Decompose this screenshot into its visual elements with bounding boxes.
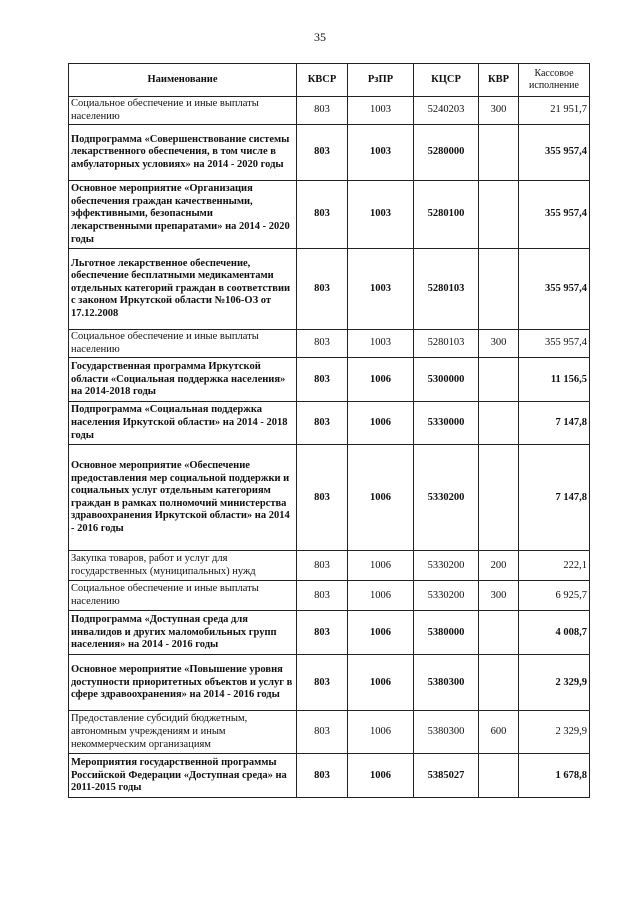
cell-kvr: 300 <box>479 581 519 611</box>
cell-rzpr: 1006 <box>348 402 414 445</box>
cell-kcsr: 5380300 <box>414 711 479 754</box>
cell-rzpr: 1006 <box>348 581 414 611</box>
cell-kvr <box>479 655 519 711</box>
cell-total: 222,1 <box>519 551 590 581</box>
cell-kvsr: 803 <box>297 181 348 249</box>
cell-rzpr: 1006 <box>348 655 414 711</box>
cell-kvr <box>479 125 519 181</box>
header-kvr: КВР <box>479 64 519 97</box>
header-kvsr: КВСР <box>297 64 348 97</box>
cell-kvsr: 803 <box>297 358 348 402</box>
table-row <box>69 249 590 330</box>
cell-kvsr: 803 <box>297 330 348 358</box>
cell-kvr <box>479 611 519 655</box>
cell-total: 2 329,9 <box>519 711 590 754</box>
header-kcsr: КЦСР <box>414 64 479 97</box>
table-row <box>69 581 590 611</box>
cell-rzpr: 1003 <box>348 249 414 330</box>
cell-kcsr: 5280100 <box>414 181 479 249</box>
cell-kvr <box>479 358 519 402</box>
cell-name: Социальное обеспечение и иные выплаты населению <box>69 97 297 125</box>
table-row <box>69 181 590 249</box>
cell-rzpr: 1003 <box>348 330 414 358</box>
cell-kcsr: 5300000 <box>414 358 479 402</box>
cell-kcsr: 5380000 <box>414 611 479 655</box>
cell-kvsr: 803 <box>297 551 348 581</box>
cell-kvr: 300 <box>479 330 519 358</box>
cell-name: Основное мероприятие «Организация обеспечения граждан качественными, эффективными, безопасными лекарственными препаратами» на 2014 - 2020 годы <box>69 181 297 249</box>
cell-total: 355 957,4 <box>519 249 590 330</box>
cell-kvsr: 803 <box>297 655 348 711</box>
budget-execution-table <box>68 63 590 798</box>
cell-rzpr: 1006 <box>348 754 414 798</box>
cell-kvsr: 803 <box>297 711 348 754</box>
table-row <box>69 125 590 181</box>
cell-total: 4 008,7 <box>519 611 590 655</box>
cell-kcsr: 5240203 <box>414 97 479 125</box>
cell-total: 7 147,8 <box>519 402 590 445</box>
cell-name: Подпрограмма «Социальная поддержка населения Иркутской области» на 2014 - 2018 годы <box>69 402 297 445</box>
table-row <box>69 330 590 358</box>
cell-kvsr: 803 <box>297 125 348 181</box>
cell-kvsr: 803 <box>297 611 348 655</box>
cell-total: 21 951,7 <box>519 97 590 125</box>
cell-name: Основное мероприятие «Обеспечение предоставления мер социальной поддержки и социальных услуг отдельным категориям граждан в рамках полномочий министерства здравоохранения Иркутской области» на 2014 - 2016 годы <box>69 445 297 551</box>
cell-kvr <box>479 249 519 330</box>
cell-kvr <box>479 402 519 445</box>
cell-kvsr: 803 <box>297 402 348 445</box>
cell-name: Социальное обеспечение и иные выплаты населению <box>69 581 297 611</box>
cell-rzpr: 1006 <box>348 551 414 581</box>
page-number: 35 <box>314 30 326 44</box>
table-row <box>69 711 590 754</box>
cell-name: Мероприятия государственной программы Российской Федерации «Доступная среда» на 2011-2015 годы <box>69 754 297 798</box>
header-total: Кассовое исполнение <box>519 64 590 97</box>
table-row <box>69 611 590 655</box>
cell-kcsr: 5385027 <box>414 754 479 798</box>
cell-total: 1 678,8 <box>519 754 590 798</box>
cell-kcsr: 5380300 <box>414 655 479 711</box>
cell-name: Государственная программа Иркутской области «Социальная поддержка населения» на 2014-2018 годы <box>69 358 297 402</box>
cell-kvsr: 803 <box>297 97 348 125</box>
header-name: Наименование <box>69 64 297 97</box>
cell-kvr <box>479 445 519 551</box>
cell-rzpr: 1006 <box>348 611 414 655</box>
cell-rzpr: 1003 <box>348 125 414 181</box>
cell-total: 355 957,4 <box>519 181 590 249</box>
cell-kvsr: 803 <box>297 249 348 330</box>
cell-name: Льготное лекарственное обеспечение, обеспечение бесплатными медикаментами отдельных категорий граждан в соответствии с законом Иркутской области №106-ОЗ от 17.12.2008 <box>69 249 297 330</box>
cell-rzpr: 1003 <box>348 181 414 249</box>
table-row <box>69 445 590 551</box>
cell-name: Предоставление субсидий бюджетным, автономным учреждениям и иным некоммерческим организациям <box>69 711 297 754</box>
cell-kvr <box>479 181 519 249</box>
cell-kvsr: 803 <box>297 754 348 798</box>
cell-kcsr: 5330200 <box>414 551 479 581</box>
cell-kcsr: 5330200 <box>414 445 479 551</box>
cell-name: Закупка товаров, работ и услуг для государственных (муниципальных) нужд <box>69 551 297 581</box>
cell-kvr <box>479 754 519 798</box>
table-row <box>69 97 590 125</box>
cell-name: Подпрограмма «Доступная среда для инвалидов и других маломобильных групп населения» на 2014 - 2016 годы <box>69 611 297 655</box>
header-rzpr: РзПР <box>348 64 414 97</box>
cell-rzpr: 1003 <box>348 97 414 125</box>
cell-total: 355 957,4 <box>519 330 590 358</box>
table-row <box>69 655 590 711</box>
cell-kvr: 300 <box>479 97 519 125</box>
cell-total: 7 147,8 <box>519 445 590 551</box>
cell-kcsr: 5280103 <box>414 249 479 330</box>
cell-total: 355 957,4 <box>519 125 590 181</box>
cell-total: 6 925,7 <box>519 581 590 611</box>
cell-total: 2 329,9 <box>519 655 590 711</box>
table-header-row <box>69 64 590 97</box>
table-row <box>69 358 590 402</box>
cell-kvr: 600 <box>479 711 519 754</box>
cell-kvr: 200 <box>479 551 519 581</box>
cell-rzpr: 1006 <box>348 358 414 402</box>
cell-kcsr: 5280103 <box>414 330 479 358</box>
cell-kvsr: 803 <box>297 581 348 611</box>
cell-total: 11 156,5 <box>519 358 590 402</box>
cell-kcsr: 5330000 <box>414 402 479 445</box>
table-row <box>69 754 590 798</box>
cell-name: Подпрограмма «Совершенствование системы лекарственного обеспечения, в том числе в амбулаторных условиях» на 2014 - 2020 годы <box>69 125 297 181</box>
cell-rzpr: 1006 <box>348 711 414 754</box>
cell-rzpr: 1006 <box>348 445 414 551</box>
table-body <box>69 97 590 798</box>
table-row <box>69 551 590 581</box>
cell-kcsr: 5280000 <box>414 125 479 181</box>
cell-kcsr: 5330200 <box>414 581 479 611</box>
cell-name: Основное мероприятие «Повышение уровня доступности приоритетных объектов и услуг в сфере здравоохранения» на 2014 - 2016 годы <box>69 655 297 711</box>
table-row <box>69 402 590 445</box>
cell-name: Социальное обеспечение и иные выплаты населению <box>69 330 297 358</box>
cell-kvsr: 803 <box>297 445 348 551</box>
